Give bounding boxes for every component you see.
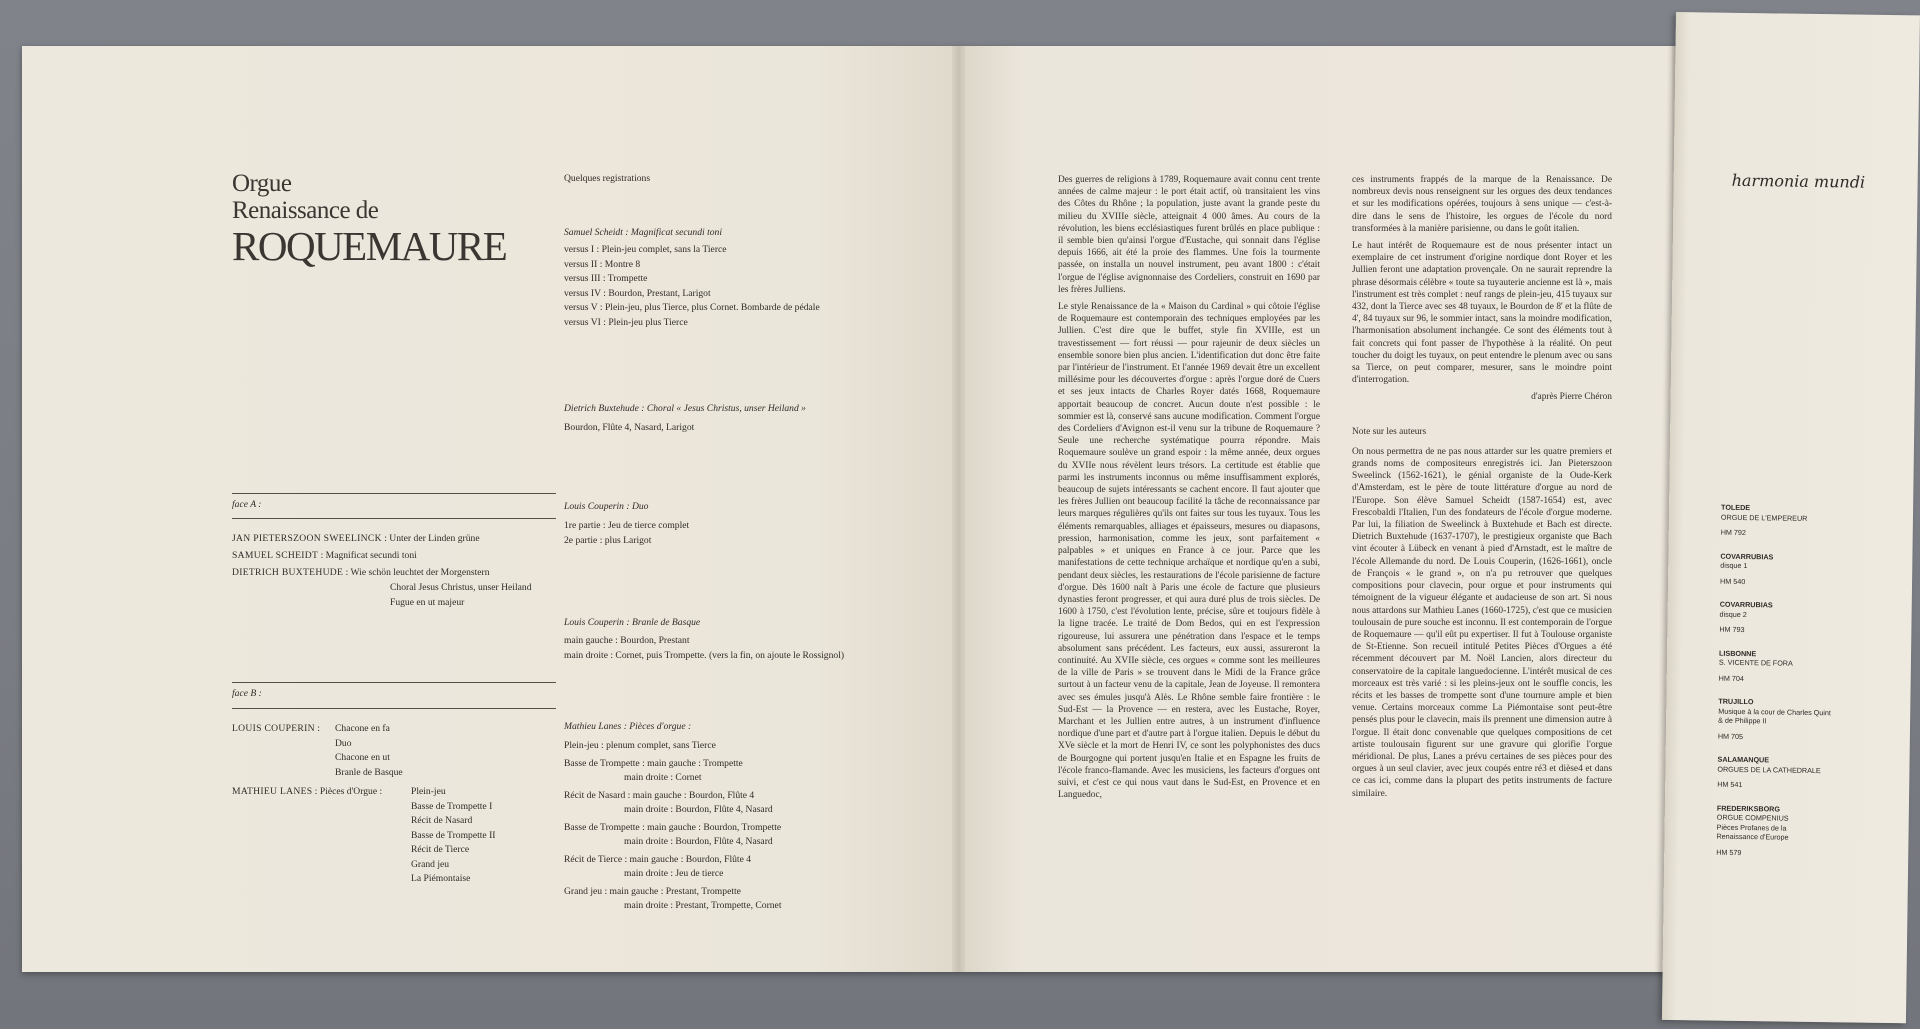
work-title: Récit de Tierce (411, 844, 470, 855)
catalog-city: FREDERIKSBORG (1716, 803, 1781, 814)
gatefold-sleeve (22, 46, 1682, 972)
list-item: Grand jeu : main gauche : Prestant, Trompette (564, 885, 741, 897)
essay-paragraph: Des guerres de religions à 1789, Roquemaure avait connu cent trente années de calme majeur : le port était actif, où transitaient les vins des Côtes du Rhône ; la population, juste avant la grande peste du milieu du XVIIIe siècle, atteignait 4 000 âmes. Au cours de la révolution, les biens ecclésiastiques furent brûlés en place publique : il semble bien qu'ainsi l'orgue d'Eustache, qui sonnait dans l'église depuis 1666, ait été la proie des flammes. Une fois la tourmente passée, on installa un nouvel instrument, peu avant 1800 : c'était l'orgue de l'église avignonnaise des Cordeliers, construit en 1690 par les frères Julliens. (1058, 175, 1320, 295)
list-item: Récit de Nasard : main gauche : Bourdon, Flûte 4 (564, 789, 755, 801)
catalog-item (1719, 648, 1832, 684)
work-title: Choral Jesus Christus, unser Heiland (390, 582, 532, 593)
list-item: versus IV : Bourdon, Prestant, Larigot (564, 287, 711, 299)
track-row: JAN PIETERSZOON SWEELINCK : Unter der Linden grüne (232, 533, 480, 544)
list-item: versus I : Plein-jeu complet, sans la Tierce (564, 244, 727, 255)
buxtehude-title: Dietrich Buxtehude : Choral « Jesus Christus, unser Heiland » (564, 403, 806, 414)
list-item: main droite : Bourdon, Flûte 4, Nasard (624, 804, 773, 815)
album-title (232, 170, 506, 268)
work-title: Basse de Trompette I (411, 800, 493, 812)
list-item: Basse de Trompette : main gauche : Trompette (564, 757, 743, 769)
left-page (22, 46, 952, 972)
essay-signature: d'après Pierre Chéron (1531, 392, 1612, 403)
sleeve-spine (952, 46, 965, 972)
catalog-code: HM 704 (1718, 673, 1744, 683)
list-item: versus III : Trompette (564, 273, 648, 284)
catalog-item (1721, 503, 1834, 539)
list-item: Récit de Tierce : main gauche : Bourdon, Flûte 4 (564, 853, 752, 865)
list-item: main droite : Bourdon, Flûte 4, Nasard (624, 836, 773, 847)
essay-paragraph: On nous permettra de ne pas nous attarder sur les quatre premiers et grands noms de compositeurs enregistrés ici. Jan Pieterszoon Sweelinck (1562-1621), le génial organiste de la Oude-Kerk d'Amsterdam, est le père de toute littérature d'orgue au nord de l'Europe. Son élève Samuel Scheidt (1587-1654) est, avec Frescobaldi l'Italien, l'un des fondateurs de l'école d'orgue moderne. Par lui, la filiation de Sweelinck à Buxtehude et Bach est directe. Dietrich Buxtehude (1637-1707), le prestigieux organiste que Bach vint écouter à Lübeck en venant à pied d'Arnstadt, est le maître de l'école Allemande du nord. De Louis Couperin, (1626-1661), oncle de François « le grand », on n'a pu retrouver que quelques compositions pour clavecin, pour orgue et pour instruments qui témoignent de la vigueur élégante et audacieuse de son art. Si nous nous attardons sur Mathieu Lanes (1660-1725), c'est que ce musicien toulousain de pure souche est inconnu. Il est contemporain de l'orgue de Roquemaure — qu'il eût pu expertiser. Il fut à Toulouse organiste de St-Etienne. Son recueil intitulé Petites Pièces d'Orgues a été récemment découvert par M. Noël Lancien, alors directeur du conservatoire de la capitale languedocienne. L'intérêt musical de ces morceaux est très varié : si les pleins-jeux ont le souffle concis, les récits et les basses de trompette sont d'une tournure ample et bien venue. Certains morceaux comme La Piémontaise sont peut-être pensés plus pour le clavecin, mais ils prennent une dimension autre à l'orgue. Il était donc convenable que quelques compositions de cet artiste toulousain figurent sur une gravure qui glorifie l'orgue méridional. De plus, Lanes a prévu certaines de ses pièces pour des orgues à un seul clavier, avec jeux coupés entre ré3 et dièse4 et dans ce cas ici, comme dans la plupart des petits instruments de facture similaire. (1352, 446, 1612, 799)
list-item: main gauche : Bourdon, Prestant (564, 635, 690, 646)
catalog-code: HM 705 (1717, 731, 1744, 741)
couperin-branle-title: Louis Couperin : Branle de Basque (564, 617, 701, 628)
work-title: La Piémontaise (411, 873, 471, 884)
lanes-works (411, 785, 495, 887)
catalog-item (1716, 803, 1829, 858)
catalog-item (1717, 755, 1830, 791)
lanes-title: Mathieu Lanes : Pièces d'orgue : (564, 721, 692, 732)
right-page (965, 46, 1682, 972)
catalog-code: HM 793 (1719, 624, 1745, 635)
divider (232, 518, 556, 519)
essay-paragraph: ces instruments frappés de la marque de la Renaissance. De nombreux devis nous renseignent sur les orgues des deux tendances et sur les modifications opérées, toujours à sens unique — c'est-à-dire dans le sens de l'histoire, les orgues de l'école du nord transformées à la manière parisienne, ou dans le goût italien. (1352, 175, 1612, 234)
catalog-item (1720, 551, 1833, 587)
catalog-desc: Pièces Profanes de la (1716, 822, 1787, 833)
catalog-city: SALAMANQUE (1717, 754, 1770, 765)
work-title: Unter der Linden grüne (389, 533, 480, 544)
catalog-code: HM 541 (1717, 779, 1743, 790)
track-row: SAMUEL SCHEIDT : Magnificat secundi toni (232, 550, 417, 561)
work-title: Grand jeu (411, 858, 450, 870)
divider (232, 682, 556, 683)
catalog-desc: & de Philippe II (1718, 715, 1767, 726)
couperin-works (335, 722, 403, 780)
list-item: main droite : Cornet (624, 772, 702, 783)
list-item: main droite : Jeu de tierce (624, 868, 724, 879)
face-a-label: face A : (232, 499, 262, 510)
work-title: Magnificat secundi toni (325, 550, 417, 561)
work-title: Chacone en fa (335, 723, 390, 734)
work-title: Branle de Basque (335, 766, 403, 778)
composer-name: MATHIEU LANES (232, 786, 313, 797)
list-item: versus II : Montre 8 (564, 258, 641, 270)
catalog-city: TOLEDE (1721, 502, 1751, 513)
catalog-city: COVARRUBIAS (1720, 551, 1774, 561)
list-item: main droite : Prestant, Trompette, Cornet (624, 900, 782, 911)
catalog-desc: Renaissance d'Europe (1716, 831, 1789, 842)
divider (232, 493, 556, 494)
list-item: Basse de Trompette : main gauche : Bourdon, Trompette (564, 821, 782, 833)
catalog-desc: disque 1 (1720, 560, 1748, 571)
title-line-1: Orgue (232, 170, 292, 197)
composer-name: LOUIS COUPERIN (232, 723, 315, 734)
lanes-registration-list (564, 739, 781, 914)
catalog-desc: ORGUE COMPENIUS (1716, 812, 1789, 823)
couperin-duo-title: Louis Couperin : Duo (564, 501, 649, 512)
catalog-city: LISBONNE (1718, 648, 1757, 658)
catalog-city: TRUJILLO (1718, 696, 1754, 707)
catalog-item (1719, 600, 1832, 636)
track-row: LOUIS COUPERIN : (232, 723, 320, 734)
face-b-label: face B : (232, 688, 262, 699)
list-item: 1re partie : Jeu de tierce complet (564, 520, 690, 531)
composer-name: SAMUEL SCHEIDT (232, 550, 319, 561)
list-item: versus V : Plein-jeu, plus Tierce, plus Cornet. Bombarde de pédale (564, 302, 820, 313)
scheidt-title: Samuel Scheidt : Magnificat secundi toni (564, 227, 722, 238)
list-item: Plein-jeu : plenum complet, sans Tierce (564, 740, 716, 751)
catalog-city: COVARRUBIAS (1719, 599, 1773, 610)
catalog-desc: ORGUE DE L'EMPEREUR (1720, 512, 1808, 523)
work-title: Fugue en ut majeur (390, 597, 465, 608)
essay-column-2 (1352, 174, 1612, 805)
essay-paragraph: Le haut intérêt de Roquemaure est de nous présenter intact un exemplaire de cet instrument d'origine nordique dont Royer et les Jullien feront une adaptation provençale. On ne saurait reprendre la phrase désormais célèbre « toute sa tuyauterie ancienne est là », mais l'instrument est très complet : neuf rangs de plein-jeu, 415 tuyaux sur 432, dont la Tierce avec ses 48 tuyaux, le Bourdon de 8' et la flûte de 4', 84 tuyaux sur 96, le sommier intact, sans la moindre modification, l'harmonisation absolument inchangée. Ce sont des éléments tout à fait concrets qui font passer de l'hypothèse à la réalité. On peut toucher du doigt les tuyaux, on peut entendre le plenum avec ou sans sa Tierce, on peut comparer, mesurer, sans le moindre point d'interrogation. (1352, 241, 1612, 386)
catalog-desc: ORGUES DE LA CATHEDRALE (1717, 764, 1821, 775)
list-item: main droite : Cornet, puis Trompette. (vers la fin, on ajoute le Rossignol) (564, 649, 845, 661)
list-item: 2e partie : plus Larigot (564, 534, 652, 546)
work-title: Récit de Nasard (411, 815, 473, 826)
catalog-desc: disque 2 (1719, 609, 1747, 619)
track-row: MATHIEU LANES : Pièces d'Orgue : (232, 786, 383, 797)
work-title: Wie schön leuchtet der Morgenstern (350, 567, 490, 578)
work-prefix: Pièces d'Orgue : (319, 786, 383, 797)
track-row: DIETRICH BUXTEHUDE : Wie schön leuchtet der Morgenstern (232, 567, 490, 578)
work-title: Plein-jeu (411, 786, 446, 797)
essay-paragraph: Le style Renaissance de la « Maison du Cardinal » qui côtoie l'église de Roquemaure est contemporain des techniques employées par les Jullien. C'est dire que le buffet, style fin XVIIIe, est un travestissement — fort réussi — pour rajeunir de deux siècles un ensemble sonore bien plus ancien. L'identification dut donc être faite par l'intérieur de l'instrument. Et l'année 1969 devait être un excellent millésime pour les découvertes d'orgue : après l'orgue doré de Cuers et ses jeux intacts de Charles Royer datés 1668, Roquemaure apportait beaucoup de concret. Aucun doute n'est possible : le sommier est là, conservé sans aucune modification. Comment l'orgue des Cordeliers d'Avignon est-il venu sur la tribune de Roquemaure ? Seule une recherche systématique pourra répondre. Mais Roquemaure soulève un grand espoir : la même année, deux orgues du XVIIe nous révèlent leurs trésors. La certitude est établie que parmi les instruments inconnus ou même insuffisamment explorés, beaucoup de sujets intéressants se cachent encore. Il faut ajouter que les frères Jullien ont beaucoup facilité la tâche de reconnaissance par leurs marques régulières qu'ils ont faites sur tous les tuyaux. Tous les éléments remarquables, alliages et épaisseurs, mesures ou diapasons, pression, harmonisation, comme les jeux, sont parfaitement « palpables » et uniques en France à ce jour. Parce que les manifestations de cette technique archaïque et nordique qu'en a subi, pendant deux siècles, les restaurations de l'école parisienne de facture d'orgue. Dès 1600 naît à Paris une école de facture que plusieurs dynasties feront progresser, et qui aura duré plus de trois siècles. De 1600 à 1750, c'est l'évolution lente, précise, sûre et toujours fidèle à la ligne tracée. Le traité de Dom Bedos, qui en est l'expression rigoureuse, lui assurera une pénétration dans l'espace et le temps absolument sans précédent. Les facteurs, eux aussi, assureront la continuité. Au XVIIe siècle, ces orgues « comme sont les meilleures de la ville de Paris » se trouvent dans le Midi de la France grâce surtout à un facteur venu de la capitale, Jean de Joyeuse. Il remontera avec ses émules jusqu'à Alès. Le Rhône semble faire frontière : le Sud-Est — la Provence — en restera, avec les Eustache, Royer, Marchant et les Jullien entre autres, à un instrument d'influence nordique d'une part et d'autre part à l'orgue italien. Depuis le début du XVe siècle et la mort de Henri IV, ce sont les polyphonistes des ducs de Bourgogne qui portent jusqu'en Italie et en Espagne les fruits de l'école franco-flamande. Avec les musiciens, les facteurs d'orgues ont suivi, et c'est ce qui nous vaut dans le Sud-Est, en Provence et en Languedoc, (1058, 302, 1320, 801)
catalog-code: HM 540 (1720, 576, 1746, 586)
catalog-desc: Musique à la cour de Charles Quint (1718, 706, 1831, 717)
catalog-desc: S. VICENTE DE FORA (1718, 657, 1793, 668)
title-line-2: Renaissance de (232, 197, 379, 224)
catalog-code: HM 792 (1720, 527, 1746, 538)
title-line-3: ROQUEMAURE (232, 223, 507, 269)
registrations-heading: Quelques registrations (564, 173, 651, 184)
catalog-insert-card (1662, 12, 1920, 1023)
catalog-list (1716, 503, 1834, 873)
list-item: versus VI : Plein-jeu plus Tierce (564, 316, 688, 328)
list-item: Bourdon, Flûte 4, Nasard, Larigot (564, 422, 695, 433)
brand-logo: harmonia mundi (1731, 170, 1866, 192)
composer-name: DIETRICH BUXTEHUDE (232, 567, 344, 578)
composer-name: JAN PIETERSZOON SWEELINCK (232, 533, 382, 544)
work-title: Duo (335, 737, 352, 749)
note-heading: Note sur les auteurs (1352, 426, 1427, 437)
scheidt-registration-list (564, 243, 820, 330)
divider (232, 708, 556, 709)
couperin-branle-list (564, 634, 844, 663)
catalog-code: HM 579 (1716, 847, 1742, 857)
work-title: Chacone en ut (335, 752, 390, 763)
couperin-duo-list (564, 519, 689, 548)
essay-column-1 (1058, 174, 1320, 944)
catalog-item (1718, 697, 1831, 743)
work-title: Basse de Trompette II (411, 829, 496, 841)
